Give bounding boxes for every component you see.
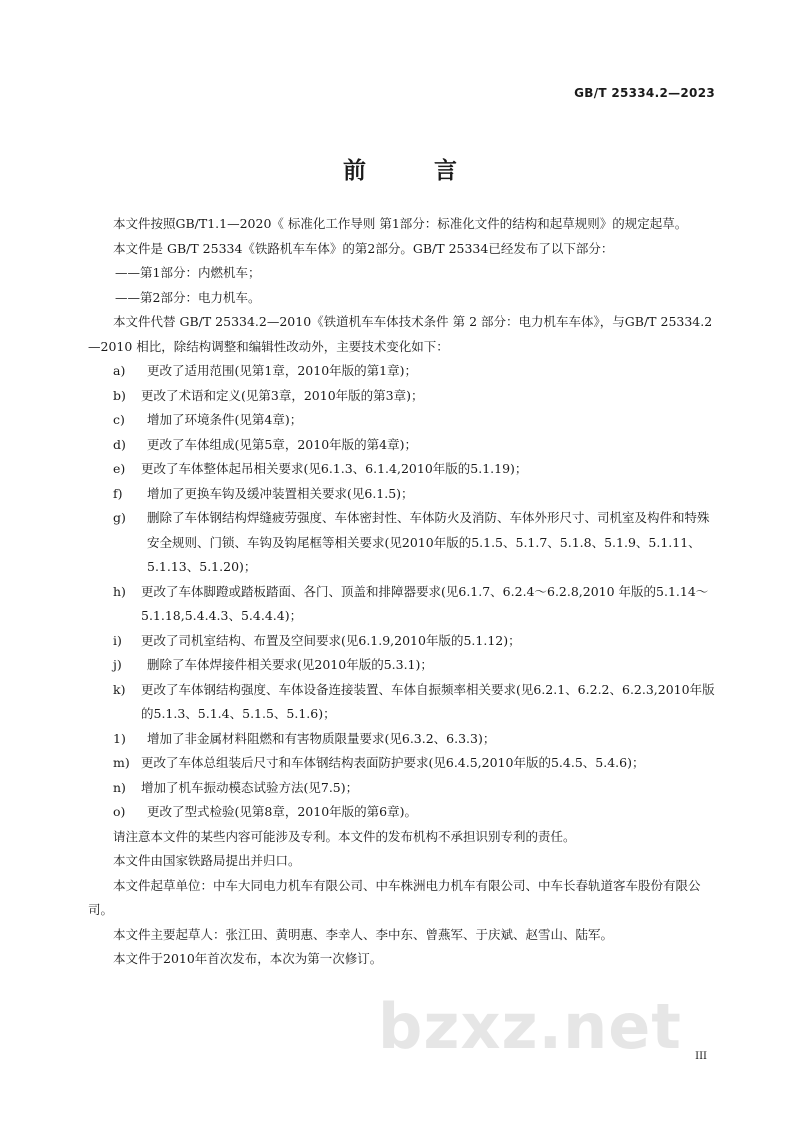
item-text: 增加了机车振动模态试验方法(见7.5)； [141, 779, 359, 795]
page-number: III [695, 1051, 707, 1062]
item-text: 更改了车体整体起吊相关要求(见6.1.3、6.1.4,2010年版的5.1.19)； [141, 461, 528, 476]
item-text: 更改了车体组成(见第5章，2010年版的第4章)； [147, 436, 417, 452]
item-marker: h) [113, 583, 126, 599]
change-item [88, 678, 716, 727]
change-item [88, 457, 716, 482]
item-marker: f) [113, 485, 123, 501]
item-text: 删除了车体钢结构焊缝疲劳强度、车体密封性、车体防火及消防、车体外形尺寸、司机室及构件和特殊安全规则、门锁、车钩及钩尾框等相关要求(见2010年版的5.1.5、5.1.7、5.1.8、5.1.9、5.1.11、5.1.13、5.1.20)； [147, 510, 710, 574]
item-marker: k) [113, 681, 126, 697]
part-list-item: ——第2部分：电力机车。 [115, 289, 261, 305]
change-item [88, 751, 716, 776]
item-marker: m) [113, 755, 130, 770]
item-text: 更改了车体钢结构强度、车体设备连接装置、车体自振频率相关要求(见6.2.1、6.2.2、6.2.3,2010年版的5.1.3、5.1.4、5.1.5、5.1.6)； [141, 681, 715, 721]
item-marker: j) [113, 657, 122, 672]
change-item [88, 433, 716, 458]
item-text: 更改了司机室结构、布置及空间要求(见6.1.9,2010年版的5.1.12)； [141, 632, 521, 648]
changes-list [88, 359, 716, 825]
paragraph-drafting-rules: 本文件按照GB/T1.1—2020《 标准化工作导则 第1部分：标准化文件的结构和起草规则》的规定起草。 [113, 216, 688, 231]
paragraph-patent-notice: 请注意本文件的某些内容可能涉及专利。本文件的发布机构不承担识别专利的责任。 [113, 828, 576, 844]
change-item [88, 727, 716, 752]
paragraph-part-info: 本文件是 GB/T 25334《铁路机车车体》的第2部分。GB/T 25334已经发布了以下部分： [113, 240, 614, 256]
change-item [88, 408, 716, 433]
item-marker: d) [113, 436, 126, 452]
paragraph-drafters: 本文件主要起草人：张江田、黄明惠、李幸人、李中东、曾燕军、于庆斌、赵雪山、陆军。 [113, 926, 614, 942]
item-marker: i) [113, 632, 122, 648]
item-marker: g) [113, 510, 126, 525]
part-list-item: ——第1部分：内燃机车； [115, 265, 261, 280]
item-text: 增加了非金属材料阻燃和有害物质限量要求(见6.3.2、6.3.3)； [147, 730, 496, 746]
paragraph-proposer: 本文件由国家铁路局提出并归口。 [113, 853, 301, 868]
change-item [88, 384, 716, 409]
change-item [88, 506, 716, 580]
change-item [88, 653, 716, 678]
item-marker: e) [113, 461, 126, 476]
paragraph-replaces: 本文件代替 GB/T 25334.2—2010《铁道机车车体技术条件 第 2 部分：电力机车车体》，与GB/T 25334.2—2010 相比，除结构调整和编辑性改动外，主要技术变化如下： [88, 314, 713, 354]
change-item [88, 359, 716, 384]
item-marker: n) [113, 779, 126, 795]
watermark: bzxz.net [378, 990, 682, 1063]
item-text: 增加了更换车钩及缓冲装置相关要求(见6.1.5)； [147, 485, 414, 501]
item-text: 增加了环境条件(见第4章)； [147, 412, 303, 427]
item-marker: 1) [113, 730, 126, 746]
change-item [88, 800, 716, 825]
item-marker: a) [113, 363, 126, 378]
item-text: 更改了术语和定义(见第3章，2010年版的第3章)； [141, 387, 424, 403]
item-text: 更改了适用范围(见第1章，2010年版的第1章)； [147, 363, 417, 378]
item-text: 删除了车体焊接件相关要求(见2010年版的5.3.1)； [147, 657, 433, 672]
item-text: 更改了车体总组装后尺寸和车体钢结构表面防护要求(见6.4.5,2010年版的5.4.5、5.4.6)； [141, 755, 645, 770]
item-text: 更改了型式检验(见第8章，2010年版的第6章)。 [147, 804, 417, 819]
change-item [88, 580, 716, 629]
item-text: 更改了车体脚蹬或踏板踏面、各门、顶盖和排障器要求(见6.1.7、6.2.4～6.2.8,2010 年版的5.1.14～5.1.18,5.4.4.3、5.4.4.4)； [141, 583, 709, 623]
item-marker: c) [113, 412, 125, 427]
item-marker: b) [113, 387, 126, 403]
standard-number: GB/T 25334.2—2023 [574, 86, 715, 100]
page-title: 前 言 [342, 158, 487, 184]
item-marker: o) [113, 804, 126, 819]
paragraph-drafting-units: 本文件起草单位：中车大同电力机车有限公司、中车株洲电力机车有限公司、中车长春轨道客车股份有限公司。 [88, 877, 701, 917]
change-item [88, 776, 716, 801]
change-item [88, 629, 716, 654]
paragraph-history: 本文件于2010年首次发布，本次为第一次修订。 [113, 951, 383, 966]
change-item [88, 482, 716, 507]
foreword-body [88, 212, 716, 972]
